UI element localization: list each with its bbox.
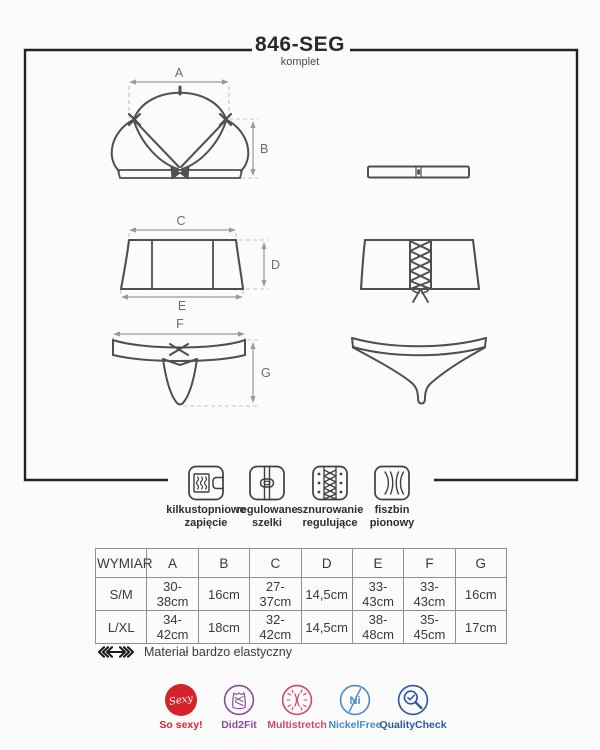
dim-label-d: D (271, 258, 281, 272)
badge-nickelfree (328, 684, 382, 731)
size-cell: L/XL (96, 611, 147, 644)
table-row (96, 578, 507, 611)
badge-did2fit (212, 684, 266, 731)
value-cell: 16cm (455, 578, 506, 611)
col-header: C (250, 549, 301, 578)
bra-back-diagram (368, 167, 469, 178)
feature-label-adjustable-lacing: sznurowanie regulujące (296, 504, 364, 529)
page-title: 846-SEG (255, 33, 345, 56)
size-table (95, 548, 507, 644)
dim-label-a: A (174, 66, 184, 80)
col-header: F (404, 549, 455, 578)
badge-label: Multistretch (267, 719, 327, 731)
corset-icon (223, 684, 255, 716)
stretch-arrows-icon (96, 646, 136, 658)
feature-label-multi-step-fastening: kilkustopniowe zapięcie (166, 504, 246, 529)
col-header: B (198, 549, 249, 578)
so-sexy-icon: Sexy (165, 684, 197, 716)
table-row (96, 611, 507, 644)
svg-text:Ni: Ni (349, 695, 361, 707)
hook-closure-icon (186, 463, 226, 503)
value-cell: 32-42cm (250, 611, 301, 644)
feature-label-adjustable-straps: regulowane szelki (236, 504, 298, 529)
badge-qualitycheck (379, 684, 447, 731)
dim-label-b: B (260, 142, 269, 156)
value-cell: 30-38cm (147, 578, 198, 611)
value-cell: 16cm (198, 578, 249, 611)
badge-label: Did2Fit (221, 719, 257, 731)
badge-so-sexy (154, 684, 208, 731)
nickel-free-icon (339, 684, 371, 716)
value-cell: 33-43cm (404, 578, 455, 611)
col-header: A (147, 549, 198, 578)
value-cell: 38-48cm (352, 611, 403, 644)
value-cell: 27-37cm (250, 578, 301, 611)
value-cell: 35-45cm (404, 611, 455, 644)
col-header: WYMIAR (96, 549, 147, 578)
garter-front-diagram (121, 240, 243, 289)
value-cell: 14,5cm (301, 578, 352, 611)
lacing-icon (310, 463, 350, 503)
size-cell: S/M (96, 578, 147, 611)
badge-multistretch (267, 684, 327, 731)
value-cell: 18cm (198, 611, 249, 644)
value-cell: 14,5cm (301, 611, 352, 644)
dim-label-c: C (176, 214, 186, 228)
col-header: G (455, 549, 506, 578)
value-cell: 17cm (455, 611, 506, 644)
underwire-icon (372, 463, 412, 503)
value-cell: 34-42cm (147, 611, 198, 644)
multistretch-icon (281, 684, 313, 716)
table-header-row (96, 549, 507, 578)
value-cell: 33-43cm (352, 578, 403, 611)
badge-label: QualityCheck (379, 719, 447, 731)
page-subtitle: komplet (280, 56, 320, 68)
badge-label: So sexy! (159, 719, 203, 731)
col-header: E (352, 549, 403, 578)
dim-label-f: F (176, 317, 184, 331)
adjustable-strap-icon (247, 463, 287, 503)
feature-label-vertical-underwire: fiszbin pionowy (369, 504, 415, 529)
bra-front-diagram (112, 87, 249, 179)
dim-label-e: E (177, 299, 187, 313)
col-header: D (301, 549, 352, 578)
quality-check-icon (397, 684, 429, 716)
dim-label-g: G (261, 366, 271, 380)
panties-back-diagram (352, 338, 486, 404)
badges-row (154, 684, 447, 731)
frame-border (25, 50, 577, 480)
material-note: Materiał bardzo elastyczny (144, 645, 292, 659)
badge-label: NickelFree (328, 719, 382, 731)
panties-front-diagram (113, 340, 245, 405)
garter-back-diagram (361, 240, 479, 302)
